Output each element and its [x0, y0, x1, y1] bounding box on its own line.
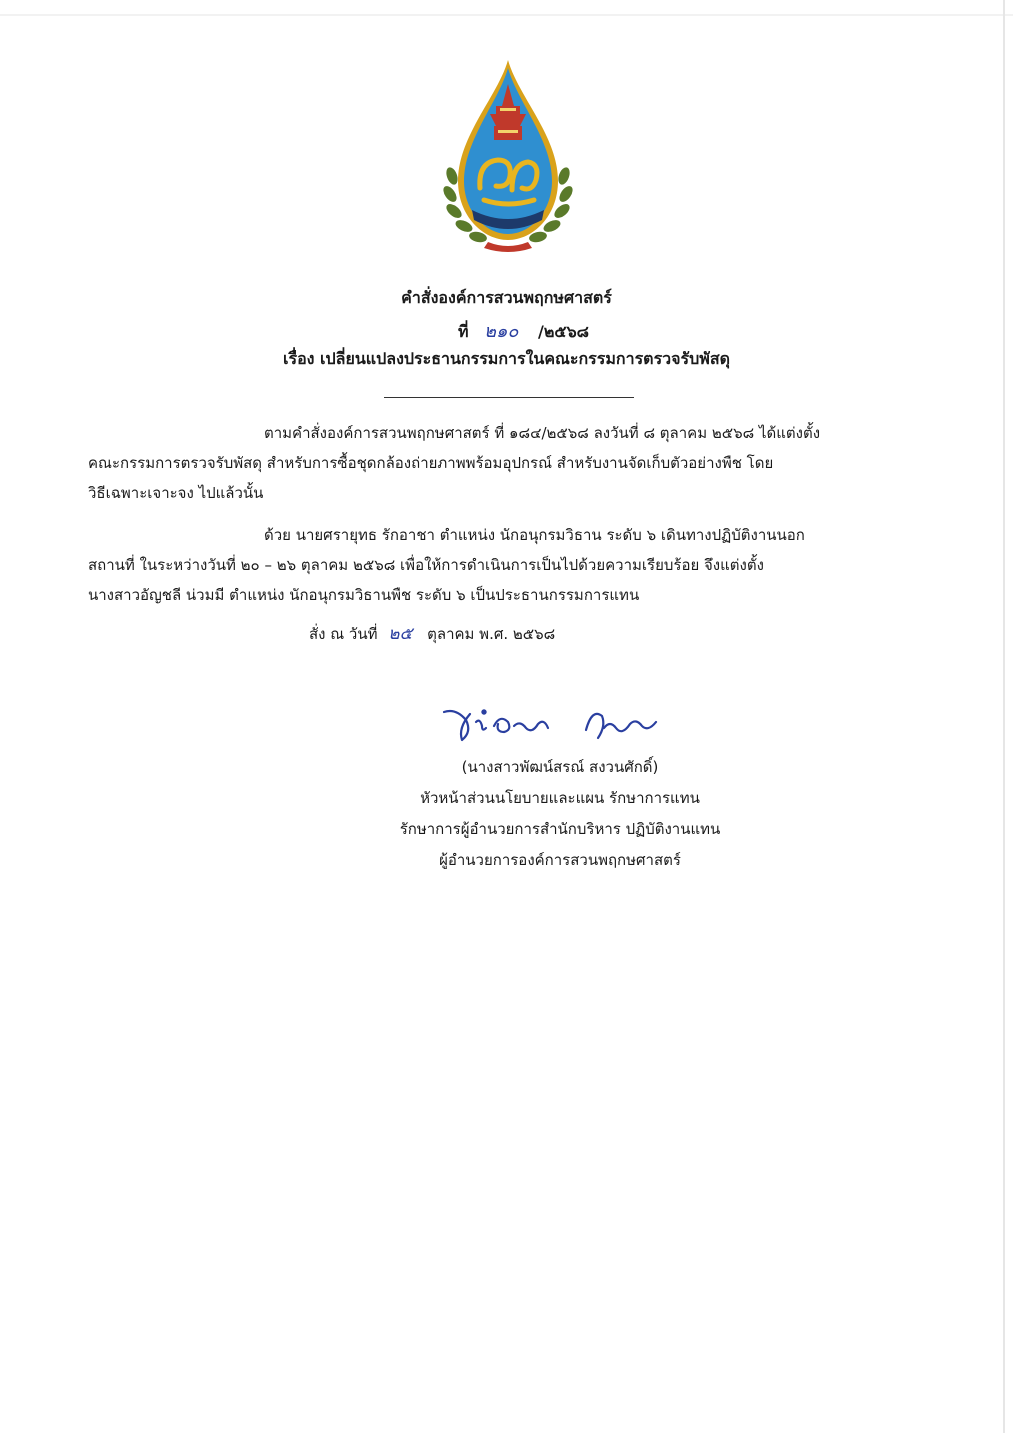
- given-date-prefix: สั่ง ณ วันที่: [309, 625, 378, 643]
- divider-line: [384, 397, 634, 398]
- paragraph-2-line-1: ด้วย นายศรายุทธ รักอาชา ตำแหน่ง นักอนุกรมวิธาน ระดับ ๖ เดินทางปฏิบัติงานนอก: [264, 526, 805, 544]
- paragraph-2-line-3: นางสาวอัญชลี น่วมมี ตำแหน่ง นักอนุกรมวิธานพืช ระดับ ๖ เป็นประธานกรรมการแทน: [88, 586, 640, 604]
- botanical-seal-icon: [438, 56, 578, 252]
- scan-edge-top: [0, 14, 1013, 16]
- signer-position-2: รักษาการผู้อำนวยการสำนักบริหาร ปฏิบัติงานแทน: [399, 820, 721, 838]
- document-title: คำสั่งองค์การสวนพฤกษศาสตร์: [401, 288, 612, 307]
- given-date-day-handwritten: ๒๕: [388, 624, 413, 644]
- signer-name: (นางสาวพัฒน์สรณ์ สงวนศักดิ์): [461, 758, 659, 776]
- signer-block: [300, 752, 820, 876]
- order-number-handwritten: ๒๑๐: [484, 321, 519, 342]
- paragraph-1: [88, 418, 926, 508]
- signer-position-3: ผู้อำนวยการองค์การสวนพฤกษศาสตร์: [439, 851, 681, 869]
- order-number-prefix: ที่: [458, 322, 469, 341]
- paragraph-1-line-2: คณะกรรมการตรวจรับพัสดุ สำหรับการซื้อชุดกล้องถ่ายภาพพร้อมอุปกรณ์ สำหรับงานจัดเก็บตัวอย่างพืช โดย: [88, 454, 774, 472]
- given-date-suffix: ตุลาคม พ.ศ. ๒๕๖๘: [427, 625, 556, 643]
- ribbon: [484, 242, 532, 252]
- paragraph-1-line-3: วิธีเฉพาะเจาะจง ไปแล้วนั้น: [88, 484, 264, 502]
- order-number: [458, 316, 589, 345]
- paragraph-2: [88, 520, 926, 610]
- order-number-suffix: /๒๕๖๘: [537, 322, 589, 341]
- paragraph-1-line-1: ตามคำสั่งองค์การสวนพฤกษศาสตร์ ที่ ๑๘๔/๒๕๖๘ ลงวันที่ ๘ ตุลาคม ๒๕๖๘ ได้แต่งตั้ง: [264, 424, 821, 442]
- paragraph-2-line-2: สถานที่ ในระหว่างวันที่ ๒๐ – ๒๖ ตุลาคม ๒๕๖๘ เพื่อให้การดำเนินการเป็นไปด้วยความเรียบร้อย จึงแต่งตั้ง: [88, 556, 764, 574]
- signer-position-1: หัวหน้าส่วนนโยบายและแผน รักษาการแทน: [420, 789, 700, 807]
- scan-edge-right: [1003, 0, 1005, 1433]
- organization-logo: [438, 56, 578, 252]
- given-date: [309, 620, 555, 647]
- document-subject: เรื่อง เปลี่ยนแปลงประธานกรรมการในคณะกรรมการตรวจรับพัสดุ: [283, 349, 730, 368]
